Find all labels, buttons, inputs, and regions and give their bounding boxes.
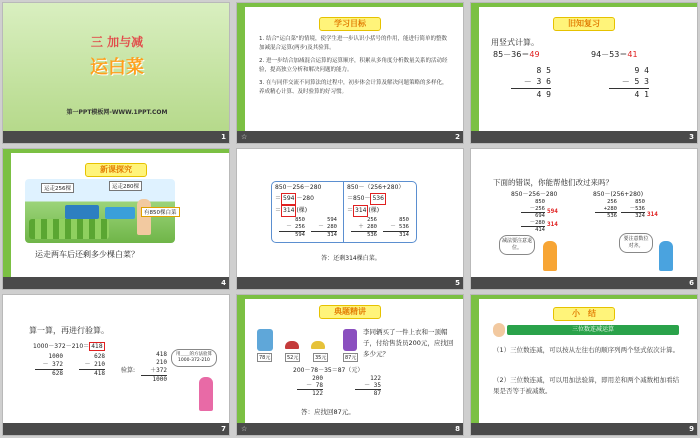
- step-unit: (棵): [368, 207, 380, 214]
- calc-line: 1000: [152, 376, 167, 383]
- slide-number: 3: [689, 133, 694, 141]
- slide-8-content: [237, 295, 464, 425]
- step-unit: (棵): [296, 207, 308, 214]
- step-result-box: 536: [370, 193, 385, 205]
- calc-line: －256: [529, 205, 545, 212]
- sign-left: 运走256棵: [41, 183, 74, 193]
- slide-status-strip: [237, 131, 464, 143]
- method-step: [347, 193, 404, 205]
- vertical-calc-1: [511, 65, 551, 100]
- calc-line: 850: [535, 199, 545, 205]
- equation-text: 94－53＝: [591, 50, 628, 59]
- expression-unit: （元）: [345, 367, 364, 374]
- wrong-calc-2: [595, 199, 617, 220]
- calc-line: －536: [629, 205, 645, 212]
- price-tag: 52元: [287, 355, 299, 361]
- slide-thumbnail-3[interactable]: [470, 2, 698, 144]
- hat-icon: [285, 341, 299, 349]
- slide-status-strip: [3, 277, 230, 289]
- template-site-footer: 第一PPT模板网-WWW.1PPT.COM: [66, 109, 168, 116]
- step-rest: －280: [296, 195, 314, 202]
- calc-line: 324: [621, 212, 645, 220]
- calc-line: 256: [607, 199, 617, 205]
- coat-icon: [343, 329, 357, 351]
- correction-value: 314: [647, 211, 658, 218]
- slide-4-content: [3, 149, 230, 279]
- child-figure-girl: [659, 241, 673, 271]
- equation-1: [493, 49, 540, 60]
- method-expression: 850－（256+280）: [347, 184, 405, 191]
- farmer-figure: [137, 199, 151, 235]
- slide-number: 6: [689, 279, 694, 287]
- slide-status-strip: [237, 277, 464, 289]
- calc-line: 850: [295, 217, 305, 223]
- method-2: [347, 183, 404, 217]
- vertical-calc-1: [35, 353, 63, 378]
- truck-icon: [65, 205, 99, 219]
- slide-number: 7: [221, 425, 226, 433]
- notes-icon: ☆: [241, 425, 248, 433]
- calc-line: 256: [367, 217, 377, 223]
- method-expression: 850－256－280: [275, 184, 322, 191]
- vertical-calc-1: [297, 375, 323, 397]
- method-step: ＝ 314 (棵): [275, 205, 321, 217]
- slide-status-strip: [3, 423, 230, 435]
- calc-line: 210: [156, 359, 167, 366]
- expression: [293, 365, 363, 374]
- teacher-avatar: [493, 323, 505, 337]
- calc-line: 850: [635, 199, 645, 205]
- vertical-check-calc: [141, 351, 167, 384]
- equation-text: 85－36＝: [493, 50, 530, 59]
- slide-thumbnail-6[interactable]: [470, 148, 698, 290]
- sign-total: 有850棵白菜: [141, 207, 180, 217]
- objective-item: 2. 进一步结合加减混合运算的运算顺序，积累从多角度分析数量关系的活动经验，提高独立分析和解决问题的能力。: [259, 58, 448, 73]
- expression-answer: 87: [337, 367, 346, 374]
- calc-line: +280: [603, 205, 617, 212]
- sign-right: 运走280棵: [109, 181, 142, 191]
- calc-line: 628: [94, 353, 105, 360]
- slide-thumbnail-5[interactable]: [236, 148, 464, 290]
- wrong-calc-3: [621, 199, 645, 220]
- wrong-calc-1: [521, 199, 545, 234]
- calc-line: 122: [312, 390, 323, 397]
- slide-thumbnail-7[interactable]: [2, 294, 230, 436]
- vertical-calc-2: [355, 375, 381, 397]
- method-step: ＝ 594 －280: [275, 193, 321, 205]
- calc-line: 314: [399, 232, 409, 238]
- section-heading: 学习目标: [319, 17, 381, 31]
- slide-status-strip: [471, 131, 698, 143]
- equation-answer: 49: [529, 50, 540, 59]
- child-figure-girl: [199, 377, 213, 411]
- step-result-box: 314: [281, 205, 296, 217]
- slide-1-content: [3, 3, 230, 133]
- calc-line: 536: [367, 232, 377, 238]
- slide-thumbnail-9[interactable]: [470, 294, 698, 436]
- speech-bubble: 用＿＿的方法验算1000-372-210: [171, 349, 217, 367]
- equation-2: [591, 49, 638, 60]
- calc-line: － 35: [364, 382, 381, 389]
- vertical-calc-2: [609, 65, 649, 100]
- price-tag: 78元: [259, 355, 271, 361]
- calc-line: 536: [595, 212, 617, 220]
- correction-value: 594: [547, 208, 558, 215]
- vertical-calc-2: [79, 353, 105, 378]
- calc-line: － 5 3: [621, 77, 649, 86]
- slide-thumbnail-1[interactable]: [2, 2, 230, 144]
- step-result-box: 314: [353, 205, 368, 217]
- calc-line: 200: [312, 375, 323, 382]
- lesson-title: 运白菜: [90, 57, 144, 78]
- expression: [33, 341, 105, 351]
- slide-9-content: [471, 295, 698, 425]
- summary-point-2: （2）三位数连减，可以用加法验算，即用差和两个减数相加看结果是否等于被减数。: [493, 376, 680, 395]
- notes-icon: ☆: [241, 133, 248, 141]
- correction-value: 314: [547, 221, 558, 228]
- objectives-list: [259, 35, 449, 97]
- expression-1: 850－256－280: [511, 191, 558, 198]
- correction-1: [547, 205, 558, 231]
- vertical-calc-a: [279, 217, 305, 239]
- expression-2: 850－(256+280): [593, 191, 644, 198]
- slide-number: 1: [221, 133, 226, 141]
- hat-icon: [311, 341, 325, 349]
- calc-line: 850: [399, 217, 409, 223]
- slide-5-content: [237, 149, 464, 279]
- panel-divider: [343, 181, 344, 243]
- calc-line: 9 4: [634, 66, 649, 75]
- correction-2: [647, 211, 658, 218]
- prompt-text: 算一算，再进行验算。: [29, 326, 109, 335]
- slide-thumbnail-4[interactable]: [2, 148, 230, 290]
- slide-status-strip: [3, 131, 230, 143]
- calc-line: 594: [295, 232, 305, 238]
- answer-box: 418: [91, 343, 103, 350]
- slide-number: 5: [455, 279, 460, 287]
- slide-thumbnail-2[interactable]: [236, 2, 464, 144]
- problem-text: 李同辆买了一件上衣和一顶帽子，付给售货员200元，应找回多少元？: [363, 328, 454, 358]
- section-heading: 旧知复习: [553, 17, 615, 31]
- calc-line: － 372: [42, 361, 63, 368]
- speech-bubble-1: 减法要注意退位。: [499, 235, 535, 255]
- calc-line: 694: [521, 212, 545, 220]
- method-step: ＝ 314 (棵): [347, 205, 404, 217]
- step-prefix: ＝850－: [347, 195, 371, 202]
- vertical-calc-b: [311, 217, 337, 239]
- calc-line: 414: [521, 226, 545, 234]
- summary-banner: 三位数连减运算: [507, 325, 679, 335]
- answer-text: 答：还剩314棵白菜。: [321, 255, 381, 262]
- calc-line: 8 5: [536, 66, 551, 75]
- step-result-box: 594: [281, 193, 296, 205]
- calc-line: － 280: [318, 224, 337, 230]
- objective-item: 1. 结合"运白菜"的情境，使学生进一步认识小括号的作用，能进行简单的整数加减混合运算(两步)及其验算。: [259, 36, 448, 51]
- slide-number: 4: [221, 279, 226, 287]
- calc-line: －280: [529, 219, 545, 226]
- objective-item: 3. 在与同伴交流不同算法的过程中，初步体会计算及解决问题策略的多样化，养成精心计算、及时验算的好习惯。: [259, 80, 448, 95]
- question-text: 运走两车后还剩多少棵白菜？: [35, 250, 139, 259]
- calc-line: － 536: [390, 224, 409, 230]
- expression-text: 1000－372－210＝: [33, 343, 90, 350]
- price-tag: 35元: [315, 355, 327, 361]
- slide-number: 2: [455, 133, 460, 141]
- slide-status-strip: [237, 423, 464, 435]
- calc-line: 122: [370, 375, 381, 382]
- slide-number: 9: [689, 425, 694, 433]
- slide-number: 8: [455, 425, 460, 433]
- slide-6-content: [471, 149, 698, 279]
- child-figure-boy: [543, 241, 557, 271]
- slide-status-strip: [471, 277, 698, 289]
- calc-line: － 3 6: [523, 77, 551, 86]
- slide-3-content: [471, 3, 698, 133]
- calc-line: 4 9: [536, 90, 551, 99]
- section-heading: 小 结: [553, 307, 615, 321]
- coat-icon: [257, 329, 273, 351]
- instruction-text: 用竖式计算。: [491, 38, 539, 47]
- slide-2-content: [237, 3, 464, 133]
- calc-line: － 210: [84, 361, 105, 368]
- prompt-text: 下面的错误，你能帮他们改过来吗？: [493, 178, 613, 187]
- price-tag: 87元: [345, 355, 357, 361]
- section-heading: 新课探究: [85, 163, 147, 177]
- calc-line: 418: [94, 370, 105, 377]
- calc-line: － 256: [286, 224, 305, 230]
- truck-icon: [105, 207, 135, 219]
- vertical-calc-d: [383, 217, 409, 239]
- answer-text: 答：应找回87元。: [301, 408, 355, 416]
- calc-line: 314: [327, 232, 337, 238]
- method-1: [275, 183, 321, 217]
- calc-line: ＋ 280: [358, 224, 377, 230]
- vertical-calc-c: [351, 217, 377, 239]
- chapter-title: 三 加与减: [90, 35, 144, 49]
- calc-line: 87: [373, 390, 381, 397]
- check-label: 验算:: [121, 367, 136, 374]
- summary-point-1: （1）三位数连减，可以按从左往右的顺序列两个竖式依次计算。: [493, 346, 680, 354]
- calc-line: 628: [52, 370, 63, 377]
- expression-text: 200－78－35＝: [293, 367, 338, 374]
- calc-line: 1000: [48, 353, 63, 360]
- calc-line: 4 1: [634, 90, 649, 99]
- cabbage-field: [29, 219, 109, 239]
- speech-bubble-2: 要注意数位对齐。: [619, 233, 653, 253]
- slide-thumbnail-8[interactable]: [236, 294, 464, 436]
- calc-line: ＋372: [150, 367, 167, 374]
- equation-answer: 41: [627, 50, 638, 59]
- calc-line: － 78: [306, 382, 323, 389]
- slide-7-content: [3, 295, 230, 425]
- calc-line: 418: [156, 351, 167, 358]
- calc-line: 594: [327, 217, 337, 223]
- slide-status-strip: [471, 423, 698, 435]
- section-heading: 典题精讲: [319, 305, 381, 319]
